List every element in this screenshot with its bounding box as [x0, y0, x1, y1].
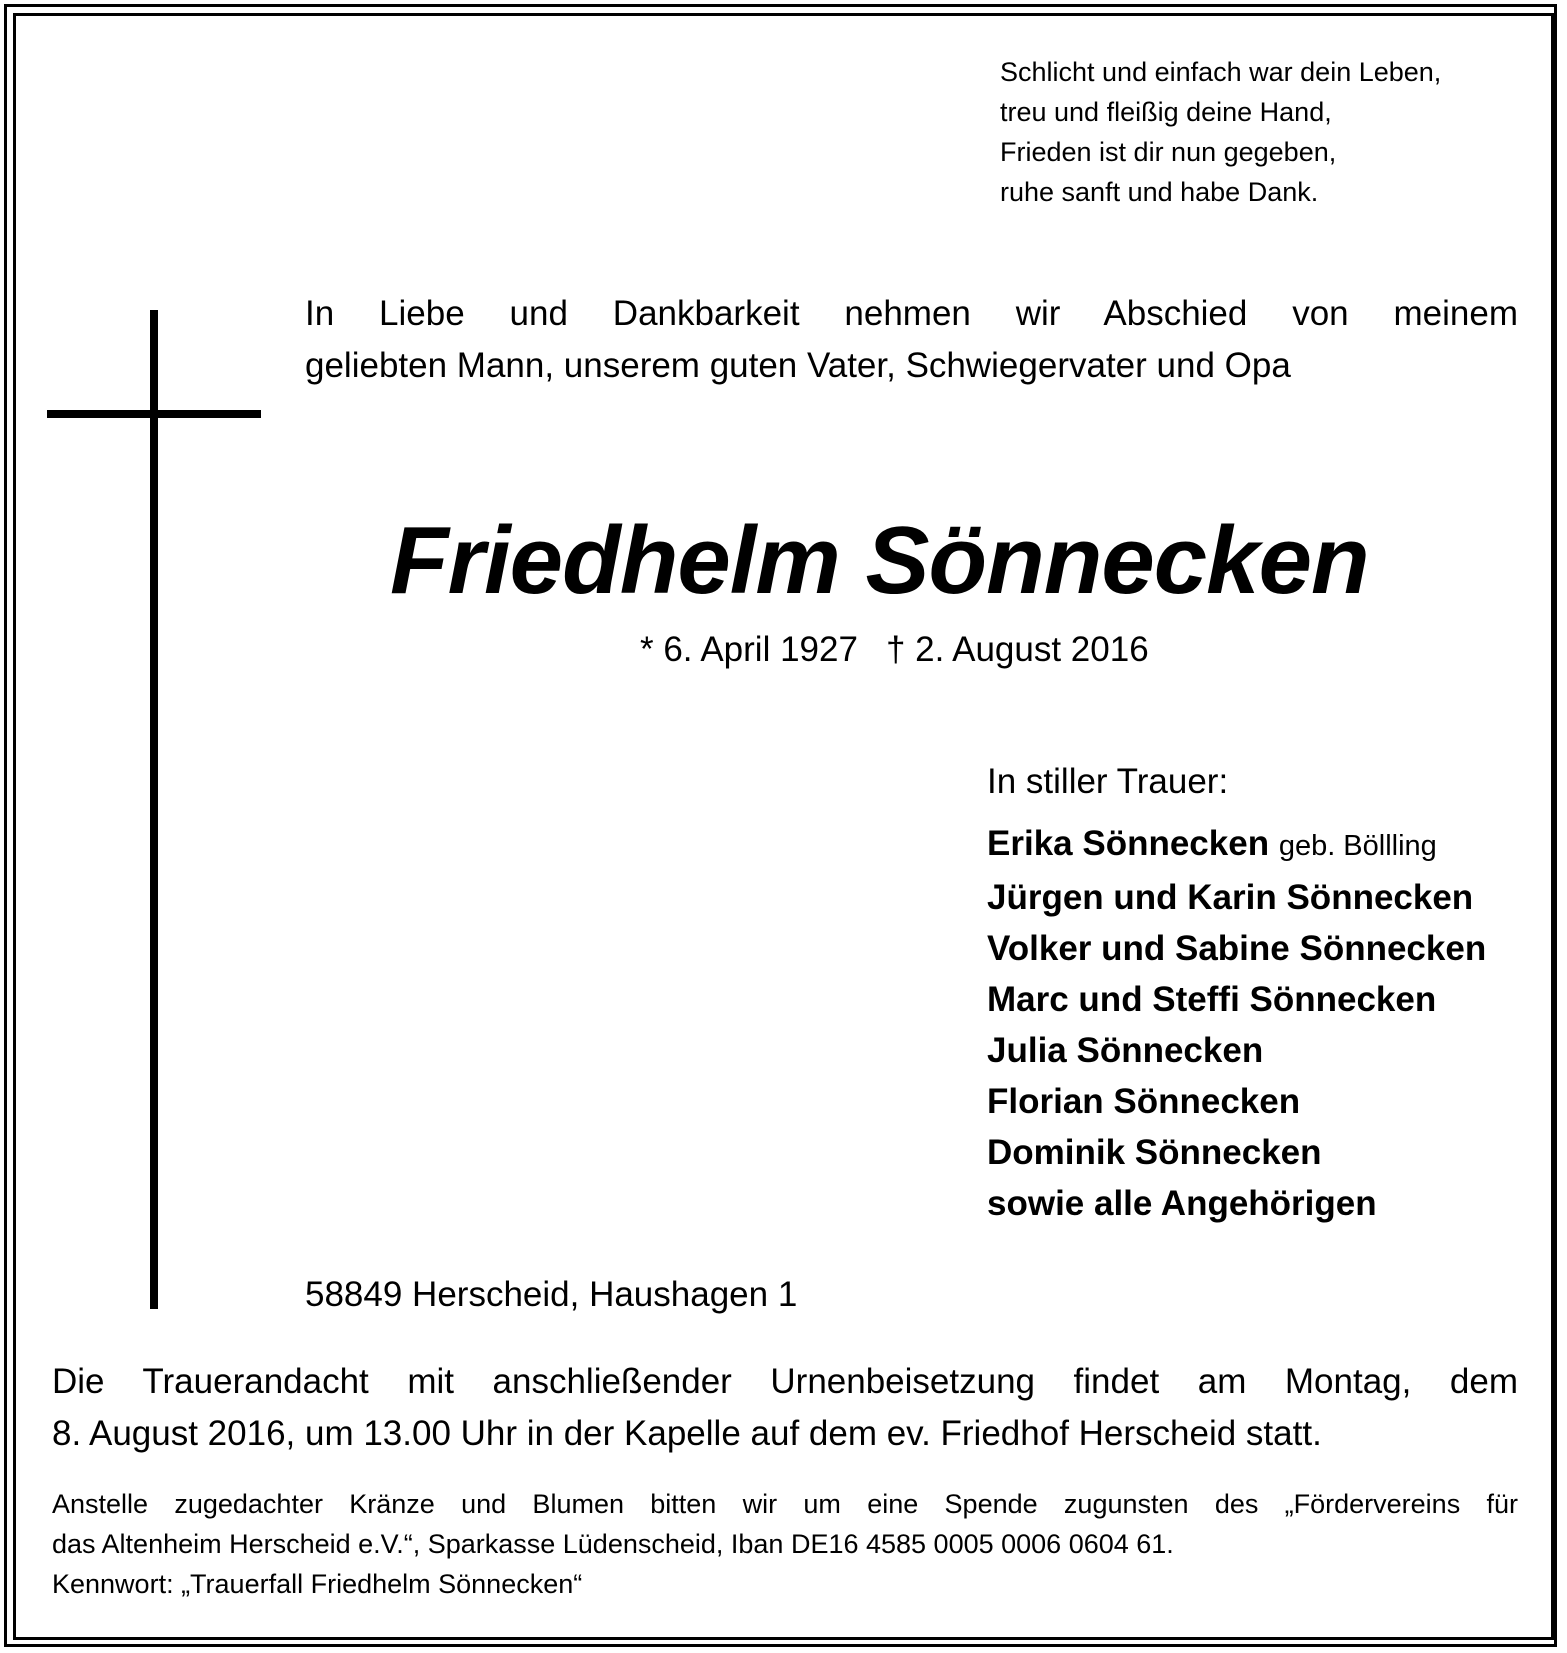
- deceased-name: Friedhelm Sönnecken: [390, 507, 1369, 614]
- ceremony-notice: [52, 1356, 1518, 1460]
- ceremony-line: 8. August 2016, um 13.00 Uhr in der Kapelle auf dem ev. Friedhof Herscheid statt.: [52, 1414, 1322, 1453]
- poem: [1000, 52, 1441, 212]
- intro-line: In Liebe und Dankbarkeit nehmen wir Abschied von meinem: [305, 294, 1518, 333]
- donation-line: Anstelle zugedachter Kränze und Blumen bitten wir um eine Spende zugunsten des „Fördervereins für: [52, 1489, 1518, 1519]
- birth-date: * 6. April 1927: [640, 630, 858, 669]
- donation-line: das Altenheim Herscheid e.V.“, Sparkasse Lüdenscheid, Iban DE16 4585 0005 0006 0604 61.: [52, 1529, 1174, 1559]
- poem-line: treu und fleißig deine Hand,: [1000, 97, 1332, 127]
- poem-line: Schlicht und einfach war dein Leben,: [1000, 57, 1442, 87]
- mourner-name: Erika Sönnecken: [987, 824, 1270, 863]
- mourner-row: Florian Sönnecken: [987, 1082, 1301, 1121]
- mourner-row: Marc und Steffi Sönnecken: [987, 980, 1437, 1019]
- intro-text: [305, 288, 1518, 392]
- mourner-row: [987, 818, 1486, 872]
- donation-line: Kennwort: „Trauerfall Friedhelm Sönnecken“: [52, 1569, 583, 1599]
- mourner-row: Julia Sönnecken: [987, 1031, 1264, 1070]
- cross-icon-vertical-bar: [150, 310, 158, 1309]
- mourners-list: [987, 818, 1486, 1229]
- death-date: † 2. August 2016: [885, 630, 1149, 669]
- intro-line: geliebten Mann, unserem guten Vater, Schwiegervater und Opa: [305, 346, 1291, 385]
- mourner-row: Volker und Sabine Sönnecken: [987, 929, 1487, 968]
- poem-line: Frieden ist dir nun gegeben,: [1000, 137, 1337, 167]
- mourner-row: Dominik Sönnecken: [987, 1133, 1322, 1172]
- poem-line: ruhe sanft und habe Dank.: [1000, 177, 1319, 207]
- cross-icon-horizontal-bar: [47, 410, 261, 418]
- mourner-row: sowie alle Angehörigen: [987, 1184, 1377, 1223]
- donation-notice: [52, 1484, 1518, 1604]
- maiden-name-note: geb. Böllling: [1278, 830, 1437, 862]
- ceremony-line: Die Trauerandacht mit anschließender Urnenbeisetzung findet am Montag, dem: [52, 1362, 1518, 1401]
- life-dates: [640, 630, 1149, 670]
- mourner-row: Jürgen und Karin Sönnecken: [987, 878, 1474, 917]
- mourners-heading: In stiller Trauer:: [987, 762, 1229, 801]
- address: 58849 Herscheid, Haushagen 1: [305, 1275, 798, 1314]
